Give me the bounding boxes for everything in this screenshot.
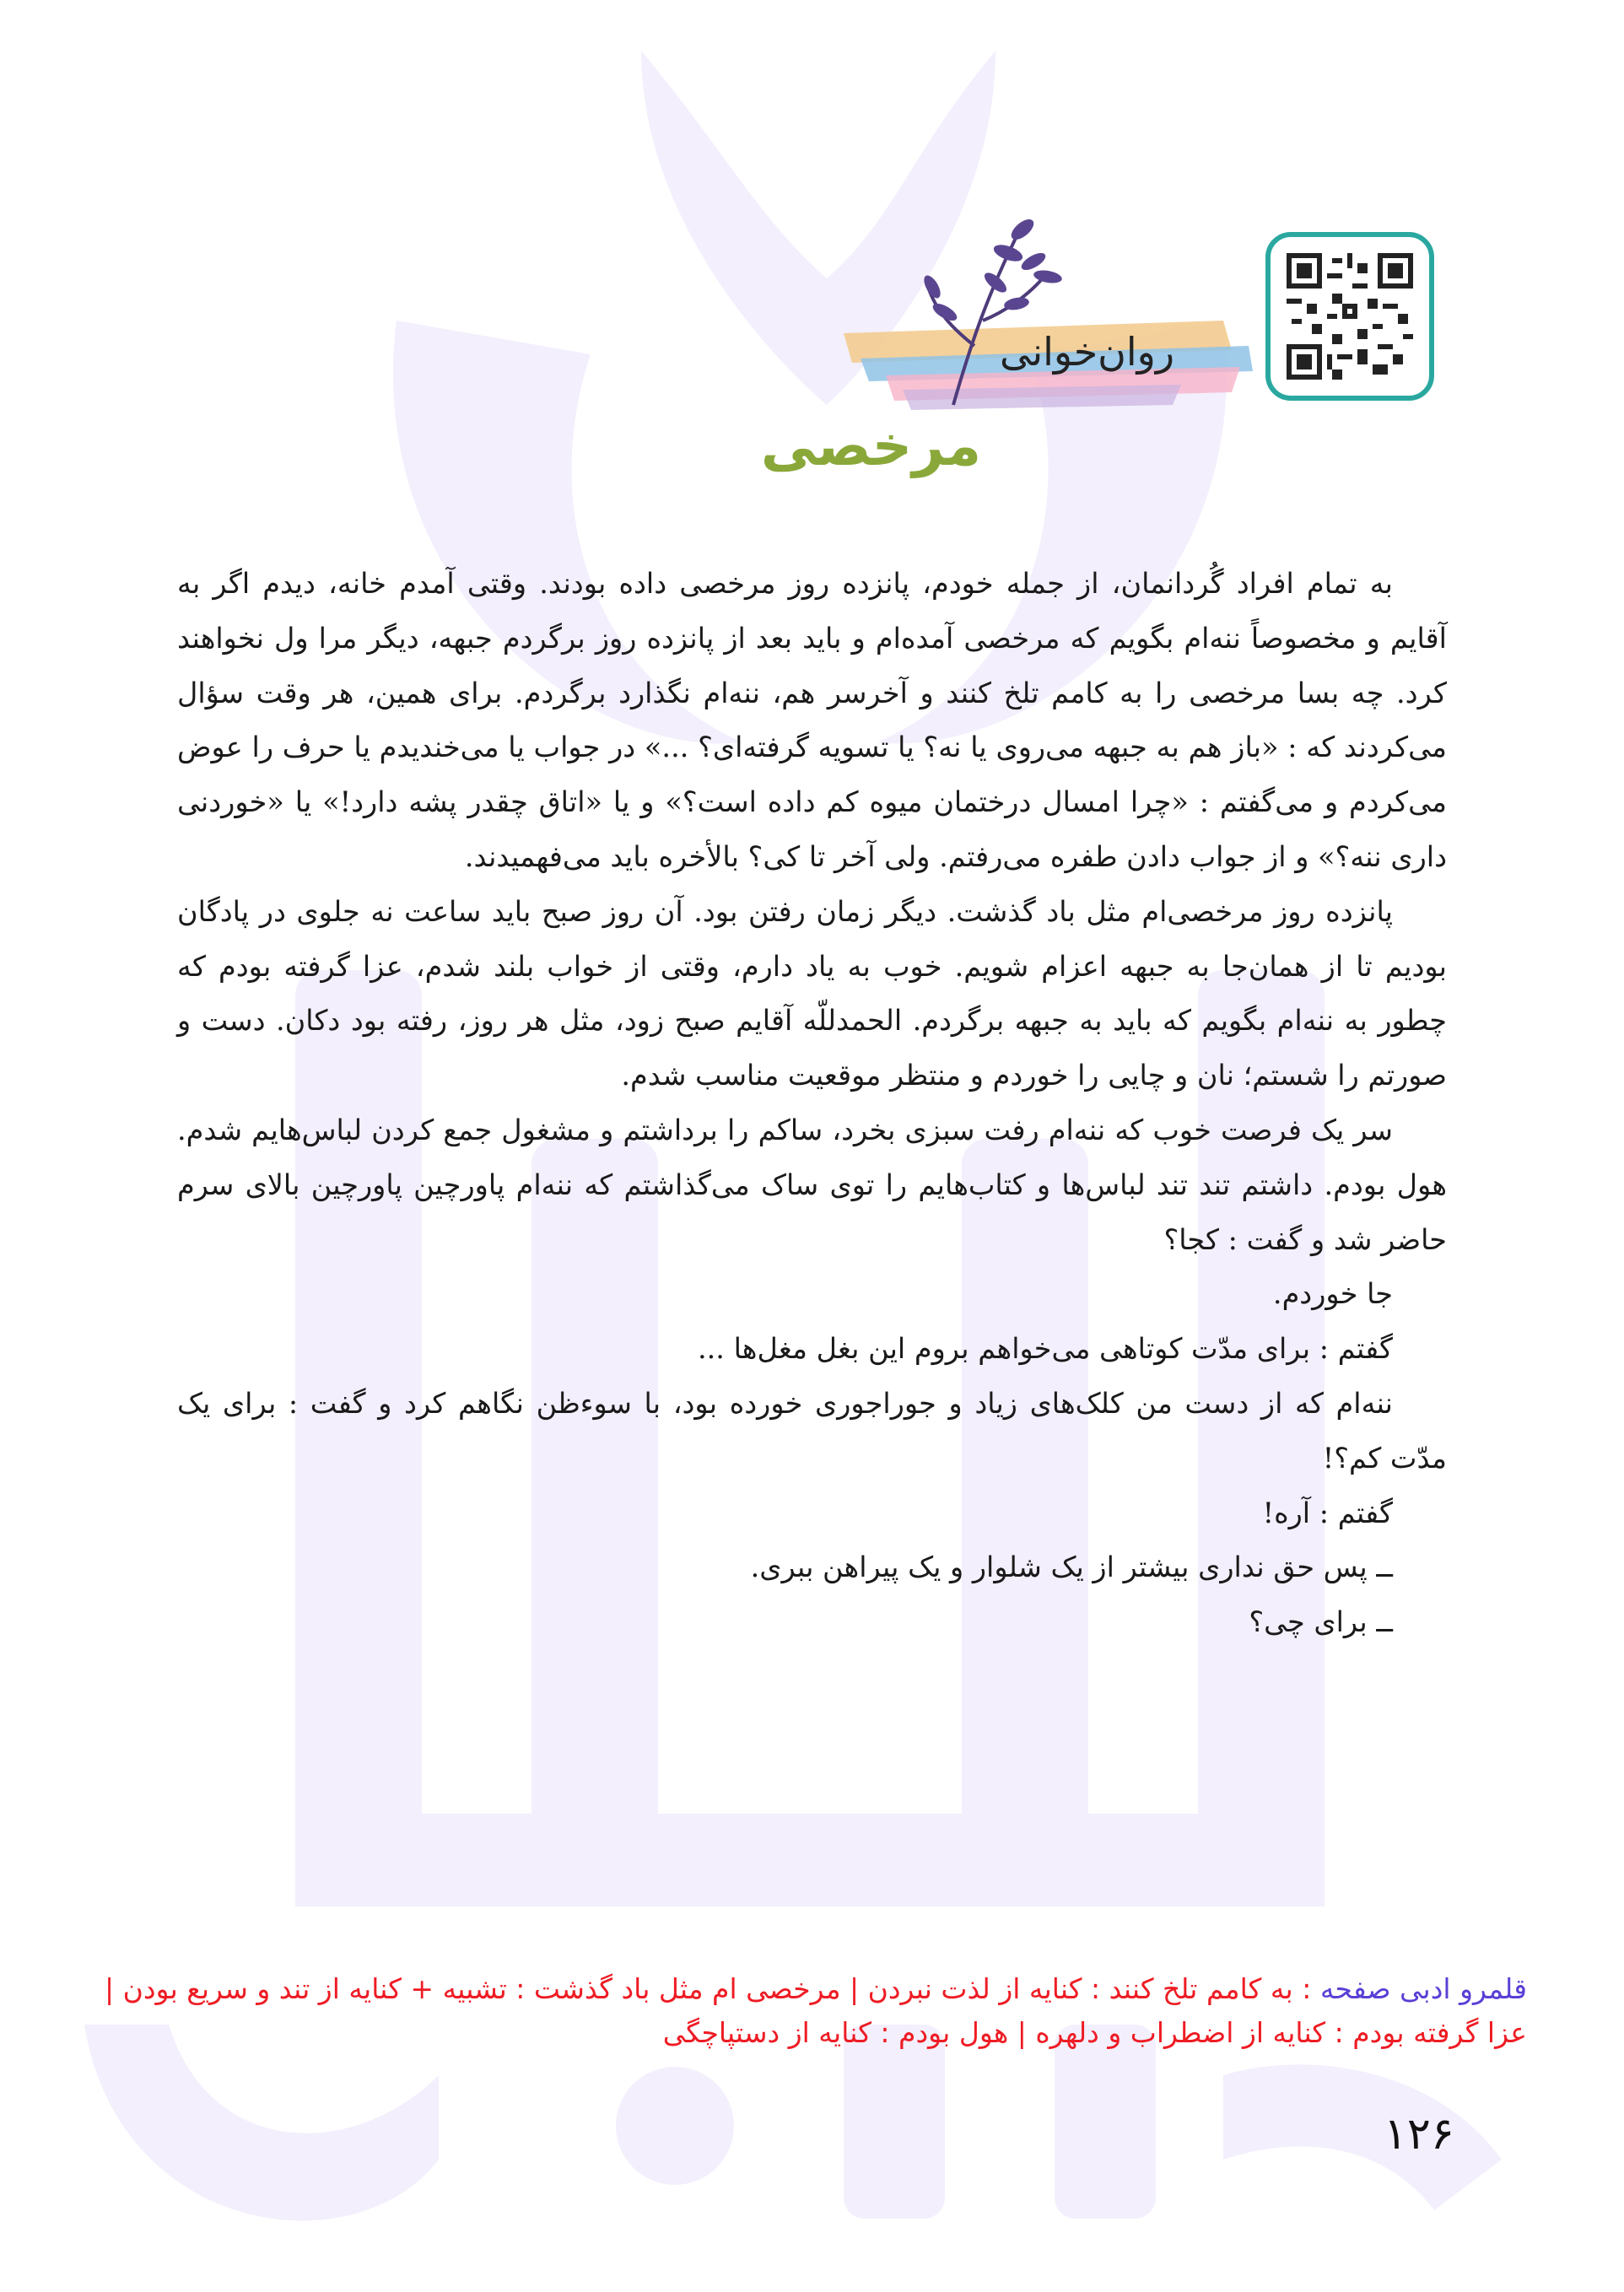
- dialogue-line: گفتم : برای مدّت کوتاهی می‌خواهم بروم این بغل مغل‌ها ...: [697, 1332, 1393, 1366]
- note-lead: قلمرو ادبی صفحه: [1319, 1972, 1527, 2005]
- section-label: روان‌خوانی: [1000, 329, 1175, 375]
- paragraph: پانزده روز مرخصی‌ام مثل باد گذشت. دیگر زمان رفتن بود. آن روز صبح باید ساعت نه جلوی در پادگان بودیم تا از همان‌جا به جبهه اعزام شویم. خوب به یاد دارم، وقتی از خواب بلند شدم، عزا گرفته بودم که چطور به ننه‌ام بگویم که باید به جبهه برگردم. الحمدللّه آقایم صبح زود، مثل هر روز، رفته بود دکان. دست و صورتم را شستم؛ نان و چایی را خوردم و منتظر موقعیت مناسب شدم.: [177, 894, 1447, 1092]
- paragraph: سر یک فرصت خوب که ننه‌ام رفت سبزی بخرد، ساکم را برداشتم و مشغول جمع کردن لباس‌هایم شدم. هول بودم. داشتم تند تند لباس‌ها و کتاب‌هایم را توی ساک می‌گذاشتم که ننه‌ام پاورچین پاورچین بالای سرم حاضر شد و گفت : کجا؟: [177, 1113, 1447, 1256]
- dialogue-line: جا خوردم.: [1272, 1277, 1393, 1311]
- qr-code-icon[interactable]: [1265, 232, 1434, 401]
- dialogue-line: گفتم : آره!: [1262, 1496, 1393, 1529]
- header-decoration: [827, 194, 1265, 422]
- paragraph: ننه‌ام که از دست من کلک‌های زیاد و جوراجوری خورده بود، با سوءظن نگاهم کرد و گفت : برای یک مدّت کم؟!: [177, 1386, 1447, 1475]
- paragraph: به تمام افراد گُردانمان، از جمله خودم، پانزده روز مرخصی داده بودند. وقتی آمدم خانه، دیدم اگر به آقایم و مخصوصاً ننه‌ام بگویم که مرخصی آمده‌ام و باید بعد از پانزده روز برگردم جبهه، دیگر مرا ول نخواهند کرد. چه بسا مرخصی را به کامم تلخ کنند و آخرسر هم، ننه‌ام نگذارد برگردم. برای همین، هر وقت سؤال می‌کردند که : «باز هم به جبهه می‌روی یا نه؟ یا تسویه گرفته‌ای؟ ...» در جواب یا می‌خندیدم یا حرف را عوض می‌کردم و می‌گفتم : «چرا امسال درختمان میوه کم داده است؟» و یا «اتاق چقدر پشه دارد!» یا «خوردنی داری ننه؟» و از جواب دادن طفره می‌رفتم. ولی آخر تا کی؟ بالأخره باید می‌فهمیدند.: [177, 567, 1447, 873]
- page-number: ۱۲۶: [1384, 2109, 1454, 2160]
- note-text: : به کامم تلخ کنند : کنایه از لذت نبردن | مرخصی ام مثل باد گذشت : تشبیه + کنایه از تند و سریع بودن | عزا گرفته بودم : کنایه از اضطراب و دلهره | هول بودم : کنایه از دستپاچگی: [105, 1972, 1527, 2049]
- literary-note: [101, 1967, 1527, 2055]
- page-title: مرخصی: [760, 413, 982, 478]
- story-body: [177, 557, 1447, 1650]
- dialogue-line: ــ برای چی؟: [1249, 1605, 1393, 1639]
- flower-brush-illustration: [827, 194, 1265, 422]
- title-wrapper: [0, 413, 1624, 478]
- dialogue-line: ــ پس حق نداری بیشتر از یک شلوار و یک پیراهن ببری.: [750, 1550, 1393, 1584]
- qr-code-pattern: [1287, 253, 1413, 380]
